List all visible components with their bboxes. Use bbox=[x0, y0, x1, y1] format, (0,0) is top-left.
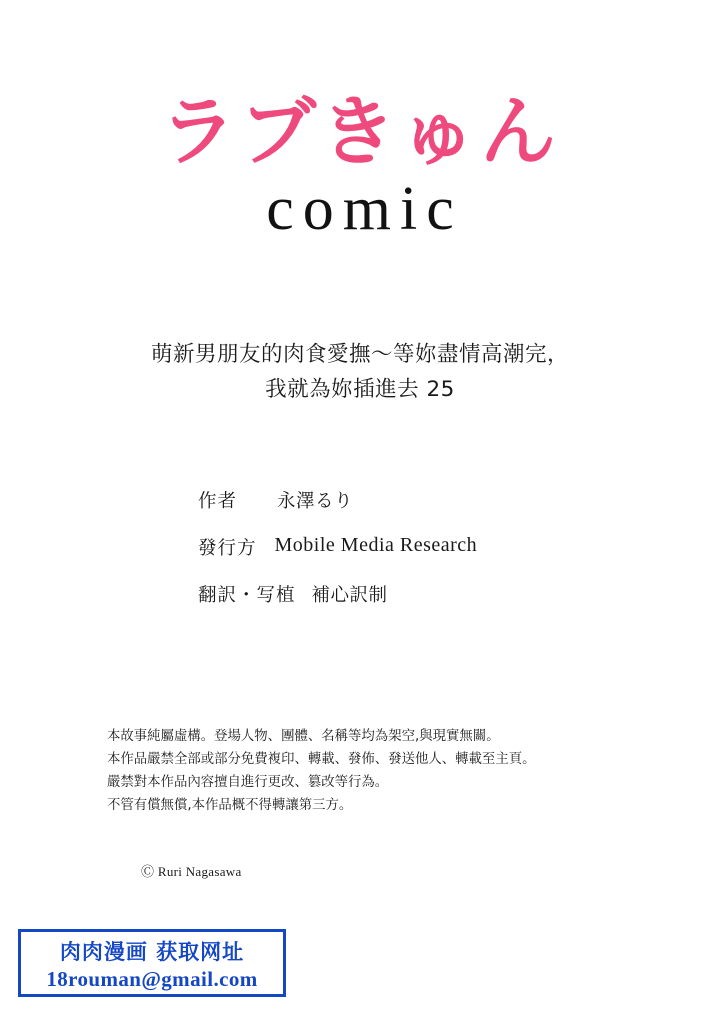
copyright-notice: Ⓒ Ruri Nagasawa bbox=[141, 864, 242, 879]
logo-latin-text: comic bbox=[266, 174, 463, 243]
credit-row-author bbox=[0, 487, 720, 513]
credit-row-publisher bbox=[0, 534, 720, 560]
footer-banner-site-name: 肉肉漫画 获取网址 bbox=[59, 940, 245, 964]
disclaimer-line-2: 本作品嚴禁全部或部分免費複印、轉載、發佈、發送他人、轉載至主頁。 bbox=[107, 752, 536, 768]
footer-banner-email: 18rouman@gmail.com bbox=[46, 967, 258, 991]
logo-block bbox=[0, 87, 720, 243]
credit-row-translator bbox=[0, 581, 720, 607]
title-line-2: 我就為妳插進去 25 bbox=[265, 376, 455, 402]
credit-value-author: 永澤るり bbox=[277, 491, 354, 512]
credit-value-publisher: Mobile Media Research bbox=[274, 534, 478, 556]
credit-label-author: 作者 bbox=[198, 491, 238, 512]
logo-japanese-text: ラブきゅん bbox=[160, 87, 560, 176]
title-line-1: 萌新男朋友的肉食愛撫～等妳盡情高潮完， bbox=[150, 342, 569, 367]
footer-watermark-banner bbox=[18, 929, 286, 997]
credit-label-publisher: 發行方 bbox=[198, 538, 257, 559]
disclaimer-line-3: 嚴禁對本作品內容擅自進行更改、篡改等行為。 bbox=[107, 775, 389, 791]
page-title bbox=[60, 338, 660, 408]
credits-block bbox=[0, 487, 720, 628]
disclaimer-line-4: 不管有償無償,本作品概不得轉讓第三方。 bbox=[107, 798, 353, 814]
disclaimer-block bbox=[107, 725, 647, 817]
disclaimer-line-1: 本故事純屬虛構。登場人物、團體、名稱等均為架空,與現實無關。 bbox=[107, 729, 500, 744]
credit-label-translator: 翻訳・写植 bbox=[198, 585, 296, 606]
credit-value-translator: 補心訳制 bbox=[311, 585, 388, 606]
